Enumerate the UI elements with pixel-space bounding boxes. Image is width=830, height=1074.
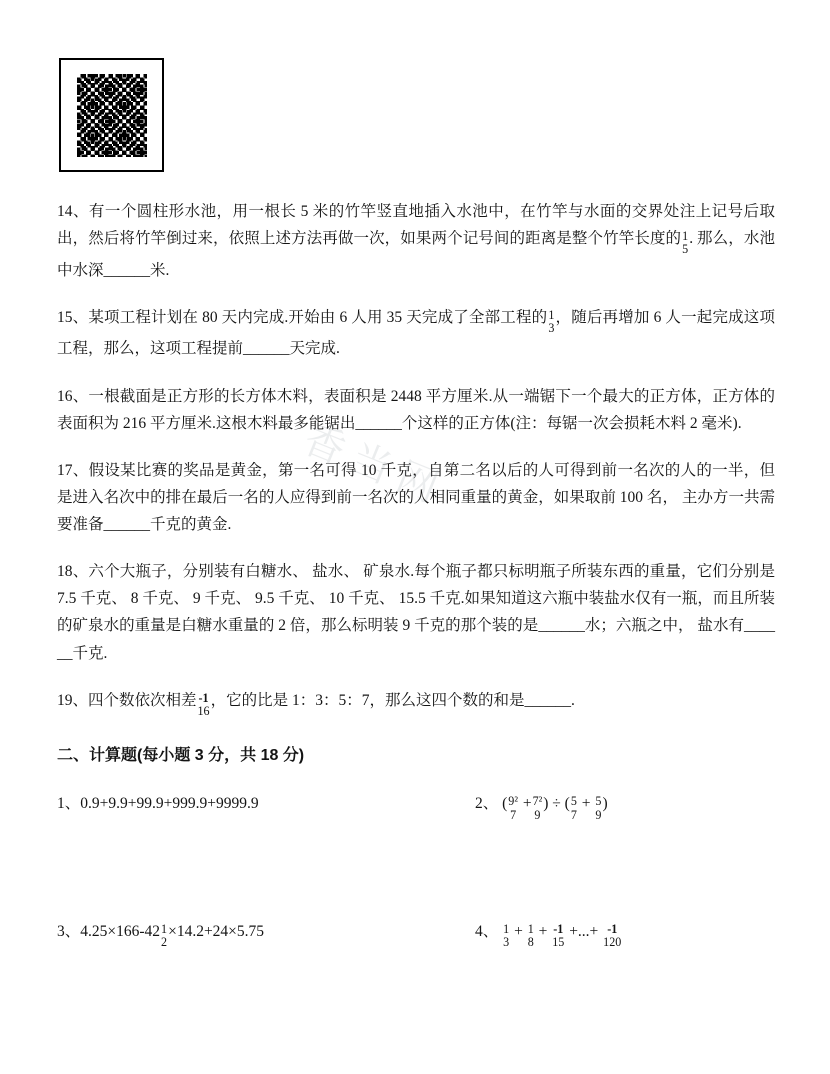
fraction-numerator: 1 [682,229,689,244]
fraction [160,923,168,950]
question-14 [57,198,775,284]
text-run: + [534,922,552,940]
text-run: + [577,795,595,813]
calc-row-2 [57,918,775,950]
fraction-numerator: -1 [198,690,209,705]
fraction [551,923,565,950]
text-run: 17、假设某比赛的奖品是黄金，第一名可得 10 千克，自第二名以后的人可得到前一名次的人的一半，但是进入名次中的排在最后一名的人应得到前一名次的人相同重量的黄金，如果取前 100 名， 主办方一共需要准备______千克的黄金. [57,461,775,534]
halftone-pattern [77,74,147,157]
fraction-denominator: 120 [603,935,622,950]
fraction-numerator: 9² [508,794,518,809]
fraction-numerator: 5 [570,794,577,809]
fraction [532,795,544,822]
text-run: 1、0.9+9.9+99.9+999.9+9999.9 [57,795,259,813]
fraction-denominator: 15 [552,935,565,950]
section-2-title: 二、计算题(每小题 3 分，共 18 分) [57,747,305,765]
calc-problem-3 [57,918,475,950]
question-16 [57,383,775,437]
fraction [681,230,689,257]
fraction [527,923,535,950]
fraction-numerator: -1 [607,921,618,936]
text-run: 16、一根截面是正方形的长方体木料，表面积是 2448 平方厘米.从一端锯下一个最大的正方体，正方体的表面积为 216 平方厘米.这根木料最多能锯出______个这样的正方体(注：每锯一次会损耗木料 2 毫米). [57,387,775,432]
text-run: ，它的比是 1：3：5：7，那么这四个数的和是______. [210,691,575,709]
text-run: 14、有一个圆柱形水池，用一根长 5 米的竹竿竖直地插入水池中，在竹竿与水面的交界处注上记号后取出，然后将竹竿倒过来，依照上述方法再做一次，如果两个记号间的距离是整个竹竿长度的 [57,203,775,248]
halftone-image-frame [59,58,164,172]
fraction-numerator: 7² [532,794,543,809]
text-run: ) ÷ ( [543,795,570,813]
fraction-denominator: 16 [197,703,210,718]
fraction-denominator: 5 [682,242,689,257]
text-run: 19、四个数依次相差 [57,691,197,709]
fraction-numerator: 1 [161,921,168,936]
fraction [570,795,578,822]
watermark: 香当网 [297,416,454,515]
fraction-denominator: 3 [548,321,555,336]
fraction [507,795,519,822]
fraction-numerator: 1 [503,921,510,936]
fraction-numerator: 1 [548,307,555,322]
fraction [502,923,510,950]
calc-problem-1 [57,790,475,817]
fraction [197,692,211,719]
text-run: + [518,795,532,813]
question-15 [57,304,775,363]
text-run: ，随后再增加 6 人一起完成这项工程，那么，这项工程提前______天完成. [57,308,775,358]
fraction-denominator: 7 [570,807,577,822]
calc-problem-2 [475,790,775,822]
question-18 [57,558,775,667]
text-run: . 那么，水池中水深______米. [57,230,775,279]
question-17 [57,457,775,538]
fraction-denominator: 9 [534,807,541,822]
calc-row-1 [57,790,775,822]
fraction-denominator: 9 [595,807,602,822]
fraction-denominator: 7 [510,807,517,822]
text-run: + [510,922,527,940]
text-run: 2、 ( [475,795,508,813]
text-run: 15、某项工程计划在 80 天内完成.开始由 6 人用 35 天完成了全部工程的 [57,308,548,326]
fraction-numerator: 5 [595,794,602,809]
text-run: 4、 [475,922,503,940]
text-run: ) [602,795,608,813]
text-run: ×14.2+24×5.75 [168,922,265,940]
text-run: 18、六个大瓶子，分别装有白糖水、 盐水、 矿泉水.每个瓶子都只标明瓶子所装东西的重量，它们分别是 7.5 千克、 8 千克、 9 千克、 9.5 千克、 10 千克、 15.5 千克.如果知道这六瓶中装盐水仅有一瓶，而且所装的矿泉水的重量是白糖水重量的 2 倍，那么标明装 9 千克的那个装的是______水；六瓶之中， 盐水有______千克. [57,563,775,662]
fraction-denominator: 2 [161,935,168,950]
fraction-denominator: 3 [503,935,510,950]
text-run: 3、4.25×166-42 [57,922,161,940]
fraction [602,923,622,950]
fraction-numerator: -1 [553,921,564,936]
fraction-numerator: 1 [527,921,534,936]
fraction-denominator: 8 [527,935,534,950]
calc-problem-4 [475,918,775,950]
question-19 [57,687,775,719]
text-run: +...+ [565,922,603,940]
